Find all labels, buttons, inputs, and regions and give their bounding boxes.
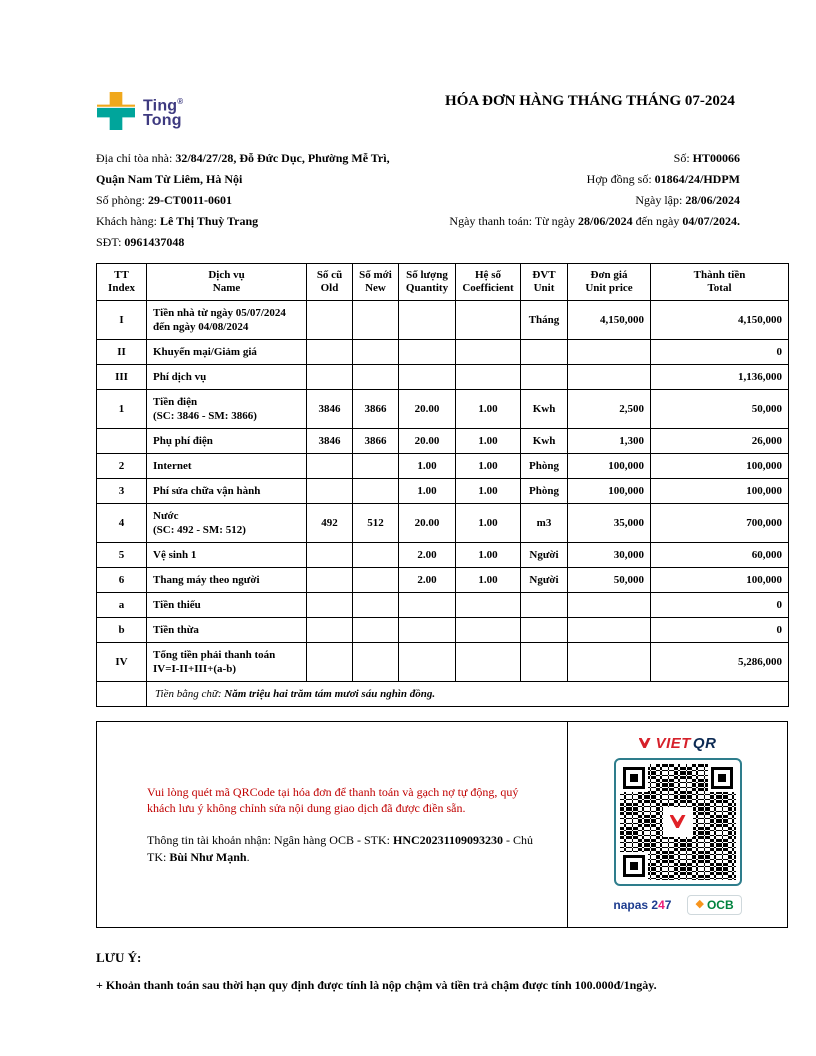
cell-old: 492: [307, 504, 353, 543]
cell-price: 1,300: [568, 429, 651, 454]
table-row: [97, 504, 789, 543]
column-header: Đơn giá Unit price: [568, 264, 651, 301]
cell-qty: 1.00: [399, 479, 456, 504]
cell-price: 30,000: [568, 543, 651, 568]
cell-total: 26,000: [651, 429, 789, 454]
cell-qty: [399, 618, 456, 643]
cell-name: Khuyến mại/Giảm giá: [147, 340, 307, 365]
brand-line1: Ting: [143, 97, 178, 115]
cell-name: Tiền thừa: [147, 618, 307, 643]
cell-qty: [399, 340, 456, 365]
cell-price: [568, 618, 651, 643]
cell-unit: Kwh: [521, 390, 568, 429]
cell-new: [353, 340, 399, 365]
qr-finder-bottomleft-icon: [623, 855, 645, 877]
table-row: [97, 568, 789, 593]
column-header: Hệ số Coefficient: [456, 264, 521, 301]
column-header: Số lượng Quantity: [399, 264, 456, 301]
cell-qty: 1.00: [399, 454, 456, 479]
table-row: [97, 643, 789, 682]
cell-new: 3866: [353, 429, 399, 454]
vietqr-center-icon: [665, 809, 691, 835]
table-row: [97, 543, 789, 568]
cell-new: [353, 618, 399, 643]
cell-qty: [399, 643, 456, 682]
cell-new: [353, 543, 399, 568]
cell-price: [568, 643, 651, 682]
cell-total: 60,000: [651, 543, 789, 568]
cell-new: [353, 568, 399, 593]
cell-old: [307, 618, 353, 643]
cell-price: 2,500: [568, 390, 651, 429]
cell-coef: 1.00: [456, 429, 521, 454]
cell-unit: Kwh: [521, 429, 568, 454]
cell-unit: Người: [521, 568, 568, 593]
cell-unit: Phòng: [521, 479, 568, 504]
cell-qty: [399, 593, 456, 618]
cell-old: [307, 454, 353, 479]
cell-total: 50,000: [651, 390, 789, 429]
cell-new: 512: [353, 504, 399, 543]
column-header: Số mới New: [353, 264, 399, 301]
cell-name: Phí dịch vụ: [147, 365, 307, 390]
cell-old: 3846: [307, 390, 353, 429]
cell-coef: 1.00: [456, 543, 521, 568]
qr-code: [614, 758, 742, 886]
cell-price: 100,000: [568, 454, 651, 479]
cell-total: 5,286,000: [651, 643, 789, 682]
cell-name: Tiền thiếu: [147, 593, 307, 618]
cell-name: Phụ phí điện: [147, 429, 307, 454]
cell-new: [353, 301, 399, 340]
contract-number: Hợp đồng số: 01864/24/HDPM: [586, 172, 740, 186]
table-row: [97, 340, 789, 365]
cell-new: [353, 365, 399, 390]
payment-qr-box: [96, 721, 788, 928]
info-right: [421, 148, 788, 253]
cell-empty: [97, 682, 147, 707]
cell-old: [307, 479, 353, 504]
invoice-table-body: [97, 301, 789, 682]
cell-old: [307, 643, 353, 682]
qr-finder-topleft-icon: [623, 767, 645, 789]
cell-tt: 4: [97, 504, 147, 543]
cell-name: Tiền điện (SC: 3846 - SM: 3866): [147, 390, 307, 429]
table-row: [97, 479, 789, 504]
cell-coef: [456, 618, 521, 643]
cell-old: [307, 543, 353, 568]
cell-unit: [521, 340, 568, 365]
cell-tt: 5: [97, 543, 147, 568]
cell-new: 3866: [353, 390, 399, 429]
amount-in-words: Tiền bằng chữ: Năm triệu hai trăm tám mươi sáu nghìn đồng.: [147, 682, 789, 707]
cell-qty: 2.00: [399, 543, 456, 568]
cell-total: 0: [651, 618, 789, 643]
issue-date: Ngày lập: 28/06/2024: [635, 193, 740, 207]
late-payment-note: + Khoản thanh toán sau thời hạn quy định được tính là nộp chậm và tiền trả chậm được tính 100.000đ/1ngày.: [96, 978, 657, 992]
cell-old: [307, 593, 353, 618]
cell-tt: 3: [97, 479, 147, 504]
footer-notes: [96, 950, 788, 993]
cell-coef: [456, 340, 521, 365]
cell-coef: 1.00: [456, 479, 521, 504]
brand-line2: Tong: [143, 112, 182, 130]
table-row: [97, 454, 789, 479]
cell-tt: b: [97, 618, 147, 643]
cell-total: 0: [651, 593, 789, 618]
cell-unit: Phòng: [521, 454, 568, 479]
column-header: ĐVT Unit: [521, 264, 568, 301]
info-left: [96, 148, 421, 253]
cell-qty: [399, 365, 456, 390]
registered-mark: ®: [177, 96, 184, 106]
cell-name: Nước (SC: 492 - SM: 512): [147, 504, 307, 543]
table-row: [97, 390, 789, 429]
cell-total: 100,000: [651, 454, 789, 479]
cell-new: [353, 593, 399, 618]
bank-logos: [613, 895, 741, 915]
cell-price: 4,150,000: [568, 301, 651, 340]
notice-title: LƯU Ý:: [96, 950, 142, 965]
cell-qty: 2.00: [399, 568, 456, 593]
cell-tt: 1: [97, 390, 147, 429]
tingtong-cross-icon: [96, 92, 136, 130]
column-header: Dịch vụ Name: [147, 264, 307, 301]
cell-price: 35,000: [568, 504, 651, 543]
cell-name: Tiền nhà từ ngày 05/07/2024 đến ngày 04/08/2024: [147, 301, 307, 340]
cell-coef: 1.00: [456, 454, 521, 479]
vietqr-v-icon: [639, 738, 651, 748]
cell-unit: Người: [521, 543, 568, 568]
cell-total: 100,000: [651, 479, 789, 504]
cell-qty: 20.00: [399, 429, 456, 454]
cell-old: [307, 568, 353, 593]
cell-new: [353, 643, 399, 682]
qr-pattern: [620, 764, 736, 880]
table-row: [97, 429, 789, 454]
cell-coef: 1.00: [456, 568, 521, 593]
cell-old: [307, 365, 353, 390]
cell-total: 4,150,000: [651, 301, 789, 340]
cell-tt: 6: [97, 568, 147, 593]
ocb-diamond-icon: ◆: [695, 898, 704, 910]
table-row: [97, 301, 789, 340]
cell-name: Phí sửa chữa vận hành: [147, 479, 307, 504]
table-row: [97, 618, 789, 643]
cell-unit: [521, 593, 568, 618]
cell-new: [353, 479, 399, 504]
cell-total: 0: [651, 340, 789, 365]
cell-qty: [399, 301, 456, 340]
column-header: Thành tiền Total: [651, 264, 789, 301]
cell-tt: IV: [97, 643, 147, 682]
header-row: [97, 264, 789, 301]
document-title: HÓA ĐƠN HÀNG THÁNG THÁNG 07-2024: [445, 93, 735, 109]
cell-unit: [521, 365, 568, 390]
cell-tt: II: [97, 340, 147, 365]
cell-unit: [521, 618, 568, 643]
header: [96, 92, 788, 130]
payment-warning: Vui lòng quét mã QRCode tại hóa đơn để thanh toán và gạch nợ tự động, quý khách lưu ý không chỉnh sửa nội dung giao dịch đã được điền sẵn.: [147, 784, 519, 815]
cell-price: 50,000: [568, 568, 651, 593]
column-header: TT Index: [97, 264, 147, 301]
tingtong-logo: [96, 92, 183, 130]
ocb-logo: ◆ OCB: [687, 895, 741, 915]
invoice-table: [96, 263, 789, 707]
cell-qty: 20.00: [399, 504, 456, 543]
cell-coef: [456, 365, 521, 390]
table-row: [97, 365, 789, 390]
cell-new: [353, 454, 399, 479]
payment-instructions: [97, 722, 568, 927]
cell-old: [307, 301, 353, 340]
cell-total: 1,136,000: [651, 365, 789, 390]
building-address: Địa chỉ tòa nhà: 32/84/27/28, Đỗ Đức Dục, Phường Mễ Trì, Quận Nam Từ Liêm, Hà Nội: [96, 151, 390, 186]
cell-coef: 1.00: [456, 390, 521, 429]
cell-coef: [456, 301, 521, 340]
room-number: Số phòng: 29-CT0011-0601: [96, 193, 233, 207]
cell-name: Thang máy theo người: [147, 568, 307, 593]
cell-unit: [521, 643, 568, 682]
cell-total: 100,000: [651, 568, 789, 593]
cell-unit: m3: [521, 504, 568, 543]
cell-price: 100,000: [568, 479, 651, 504]
amount-in-words-row: [97, 682, 789, 707]
napas-logo: napas 247: [613, 897, 672, 912]
column-header: Số cũ Old: [307, 264, 353, 301]
customer-name: Khách hàng: Lê Thị Thuỳ Trang: [96, 214, 259, 228]
cell-tt: 2: [97, 454, 147, 479]
cell-old: 3846: [307, 429, 353, 454]
qr-finder-topright-icon: [711, 767, 733, 789]
tingtong-wordmark: [143, 94, 183, 128]
cell-old: [307, 340, 353, 365]
cell-name: Internet: [147, 454, 307, 479]
cell-coef: [456, 643, 521, 682]
account-info: Thông tin tài khoản nhận: Ngân hàng OCB - STK: HNC20231109093230 - Chủ TK: Bùi Như Mạnh.: [147, 832, 533, 864]
cell-name: Tổng tiền phải thanh toán IV=I-II+III+(a-b): [147, 643, 307, 682]
cell-tt: [97, 429, 147, 454]
cell-price: [568, 365, 651, 390]
cell-tt: III: [97, 365, 147, 390]
cell-coef: 1.00: [456, 504, 521, 543]
vietqr-logo: VIET QR: [639, 735, 717, 752]
cell-tt: a: [97, 593, 147, 618]
cell-name: Vệ sinh 1: [147, 543, 307, 568]
payment-period: Ngày thanh toán: Từ ngày 28/06/2024 đến ngày 04/07/2024.: [449, 214, 740, 228]
cell-coef: [456, 593, 521, 618]
cell-qty: 20.00: [399, 390, 456, 429]
cell-unit: Tháng: [521, 301, 568, 340]
cell-total: 700,000: [651, 504, 789, 543]
cell-tt: I: [97, 301, 147, 340]
qr-area: [568, 722, 787, 927]
customer-phone: SĐT: 0961437048: [96, 235, 185, 249]
cell-price: [568, 340, 651, 365]
cell-price: [568, 593, 651, 618]
invoice-number: Số: HT00066: [673, 151, 740, 165]
table-row: [97, 593, 789, 618]
invoice-info: [96, 148, 788, 253]
